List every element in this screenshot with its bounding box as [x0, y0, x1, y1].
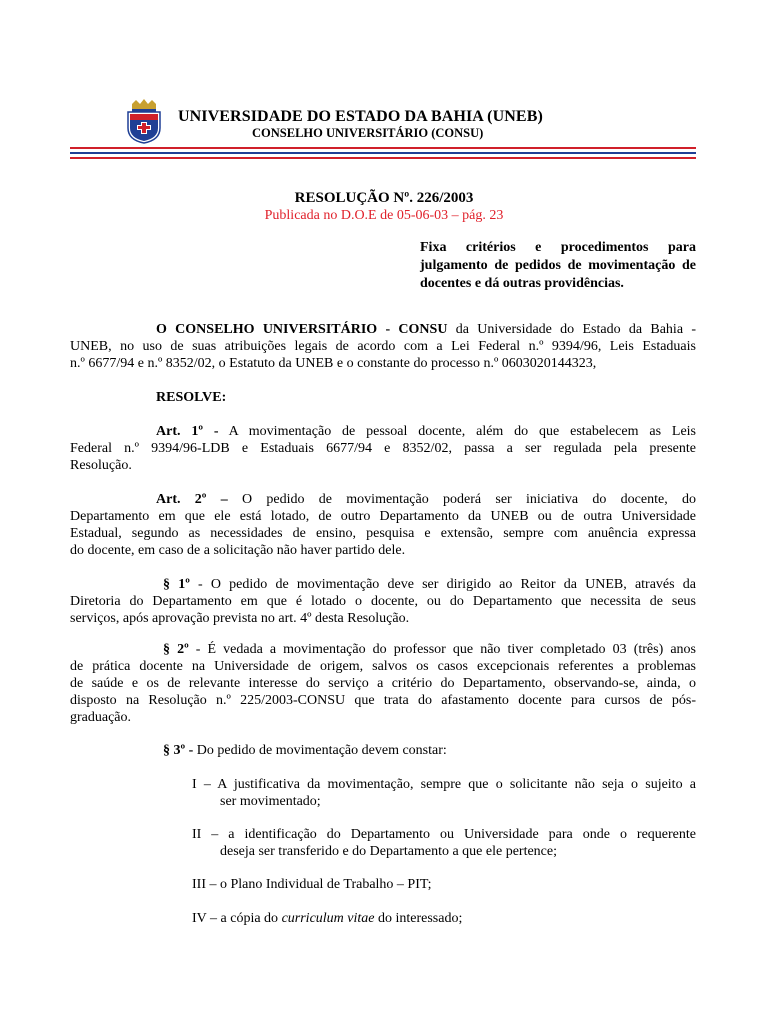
resolve-heading	[70, 389, 696, 406]
list-item-i-line2: ser movimentado;	[220, 794, 321, 809]
list-item-ii	[192, 826, 696, 860]
article-1-line1: A movimentação de pessoal docente, além do que estabelecem as Leis	[218, 424, 696, 439]
paragraph-2-label: § 2º	[163, 642, 189, 657]
list-item-i	[192, 776, 696, 810]
preamble-line3: n.º 6677/94 e n.º 8352/02, o Estatuto da UNEB e o constante do processo n.º 0603020144323,	[70, 356, 597, 371]
article-1-label: Art. 1º -	[156, 424, 219, 439]
list-item-ii-line1: II – a identificação do Departamento ou Universidade para onde o requerente	[192, 827, 696, 842]
paragraph-1-line3: serviços, após aprovação prevista no art. 4º desta Resolução.	[70, 611, 410, 626]
article-1-line2: Federal n.º 9394/96-LDB e Estaduais 6677/94 e 8352/02, passa a ser regulada pela presente	[70, 441, 696, 456]
resolution-title: RESOLUÇÃO Nº. 226/2003	[294, 190, 474, 206]
article-1	[70, 423, 696, 474]
header-divider-red-bottom	[70, 157, 696, 159]
paragraph-1-line2: Diretoria do Departamento em que é lotado o docente, ou do Departamento que necessita de seus	[70, 594, 696, 609]
paragraph-1-label: § 1º	[163, 577, 190, 592]
paragraph-2-line3: de saúde e os de relevante interesse do serviço a critério do Departamento, observando-se, ainda, o	[70, 676, 696, 691]
article-2-line2: Departamento em que ele está lotado, de outro Departamento da UNEB ou de outra Universidade	[70, 509, 696, 524]
preamble	[70, 321, 696, 372]
council-name: CONSELHO UNIVERSITÁRIO (CONSU)	[252, 126, 484, 140]
article-2-label: Art. 2º –	[156, 492, 228, 507]
publication-note: Publicada no D.O.E de 05-06-03 – pág. 23	[264, 208, 504, 223]
paragraph-3	[70, 742, 696, 759]
header-divider-red	[70, 147, 696, 149]
uneb-crest-logo	[122, 98, 166, 144]
list-item-iv-post: do interessado;	[374, 911, 463, 926]
article-2-line1: O pedido de movimentação poderá ser iniciativa do docente, do	[227, 492, 696, 507]
header-divider-blue	[70, 152, 696, 154]
list-item-iv-pre: IV – a cópia do	[192, 911, 282, 926]
paragraph-1-line1: - O pedido de movimentação deve ser dirigido ao Reitor da UNEB, através da	[189, 577, 696, 592]
paragraph-3-text: Do pedido de movimentação devem constar:	[193, 743, 447, 758]
ementa: Fixa critérios e procedimentos para julgamento de pedidos de movimentação de docentes e dá outras providências.	[420, 240, 696, 291]
article-2-line4: do docente, em caso de a solicitação não haver partido dele.	[70, 543, 406, 558]
article-2	[70, 491, 696, 559]
preamble-line2: UNEB, no uso de suas atribuições legais de acordo com a Lei Federal n.º 9394/96, Leis Estaduais	[70, 339, 696, 354]
article-1-line3: Resolução.	[70, 458, 132, 473]
preamble-bold: O CONSELHO UNIVERSITÁRIO - CONSU	[156, 322, 448, 337]
list-item-iv	[192, 910, 696, 927]
list-item-iii	[192, 876, 696, 893]
paragraph-2-line2: de prática docente na Universidade de origem, salvos os casos excepcionais referentes a problemas	[70, 659, 696, 674]
paragraph-2-line4: disposto na Resolução n.º 225/2003-CONSU que trata do afastamento docente para cursos de pós-	[70, 693, 696, 708]
paragraph-3-label: § 3º -	[163, 743, 194, 758]
list-item-iv-italic: curriculum vitae	[281, 911, 375, 926]
paragraph-2-line1: - É vedada a movimentação do professor que não tiver completado 03 (três) anos	[188, 642, 696, 657]
preamble-line1: da Universidade do Estado da Bahia -	[447, 322, 696, 337]
list-item-i-line1: I – A justificativa da movimentação, sempre que o solicitante não seja o sujeito a	[192, 777, 696, 792]
list-item-iii-line1: III – o Plano Individual de Trabalho – PIT;	[192, 877, 432, 892]
list-item-ii-line2: deseja ser transferido e do Departamento a que ele pertence;	[220, 844, 557, 859]
resolve-label: RESOLVE:	[156, 390, 227, 405]
article-2-line3: Estadual, segundo as necessidades de ensino, pesquisa e extensão, sempre com anuência expressa	[70, 526, 696, 541]
paragraph-2-line5: graduação.	[70, 710, 132, 725]
university-name: UNIVERSIDADE DO ESTADO DA BAHIA (UNEB)	[178, 108, 543, 125]
paragraph-1	[70, 576, 696, 627]
paragraph-2	[70, 641, 696, 726]
